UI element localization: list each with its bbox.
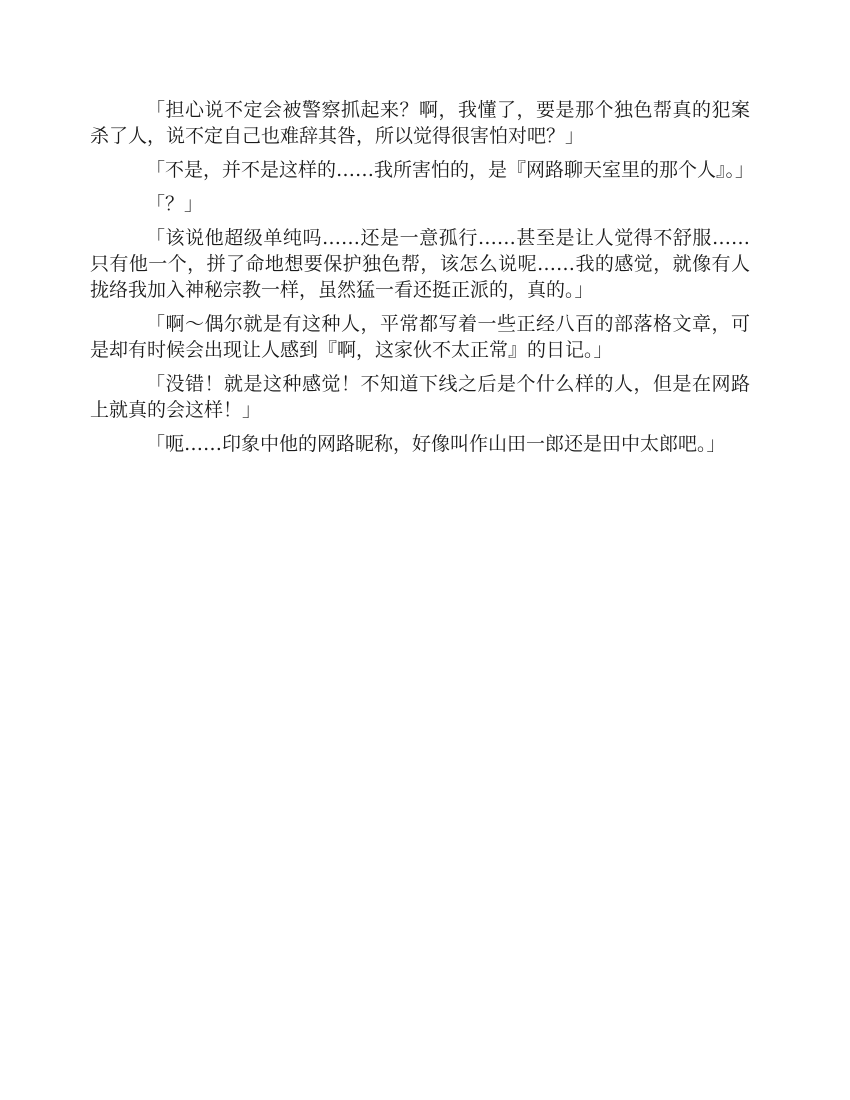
document-page — [90, 97, 755, 465]
paragraph: 「该说他超级单纯吗……还是一意孤行……甚至是让人觉得不舒服……只有他一个，拼了命地想要保护独色帮，该怎么说呢……我的感觉，就像有人拢络我加入神秘宗教一样，虽然猛一看还挺正派的，真的。」 — [90, 227, 750, 301]
paragraph: 「啊～偶尔就是有这种人，平常都写着一些正经八百的部落格文章，可是却有时候会出现让人感到『啊，这家伙不太正常』的日记。」 — [90, 313, 750, 361]
paragraph: 「没错！就是这种感觉！不知道下线之后是个什么样的人，但是在网路上就真的会这样！」 — [90, 373, 750, 421]
paragraph: 「不是，并不是这样的……我所害怕的，是『网路聊天室里的那个人』。」 — [146, 159, 755, 181]
paragraph: 「？」 — [146, 193, 204, 215]
paragraph: 「担心说不定会被警察抓起来？啊，我懂了，要是那个独色帮真的犯案杀了人，说不定自己也难辞其咎，所以觉得很害怕对吧？」 — [90, 99, 750, 147]
paragraph: 「呃……印象中他的网路昵称，好像叫作山田一郎还是田中太郎吧。」 — [146, 433, 726, 455]
